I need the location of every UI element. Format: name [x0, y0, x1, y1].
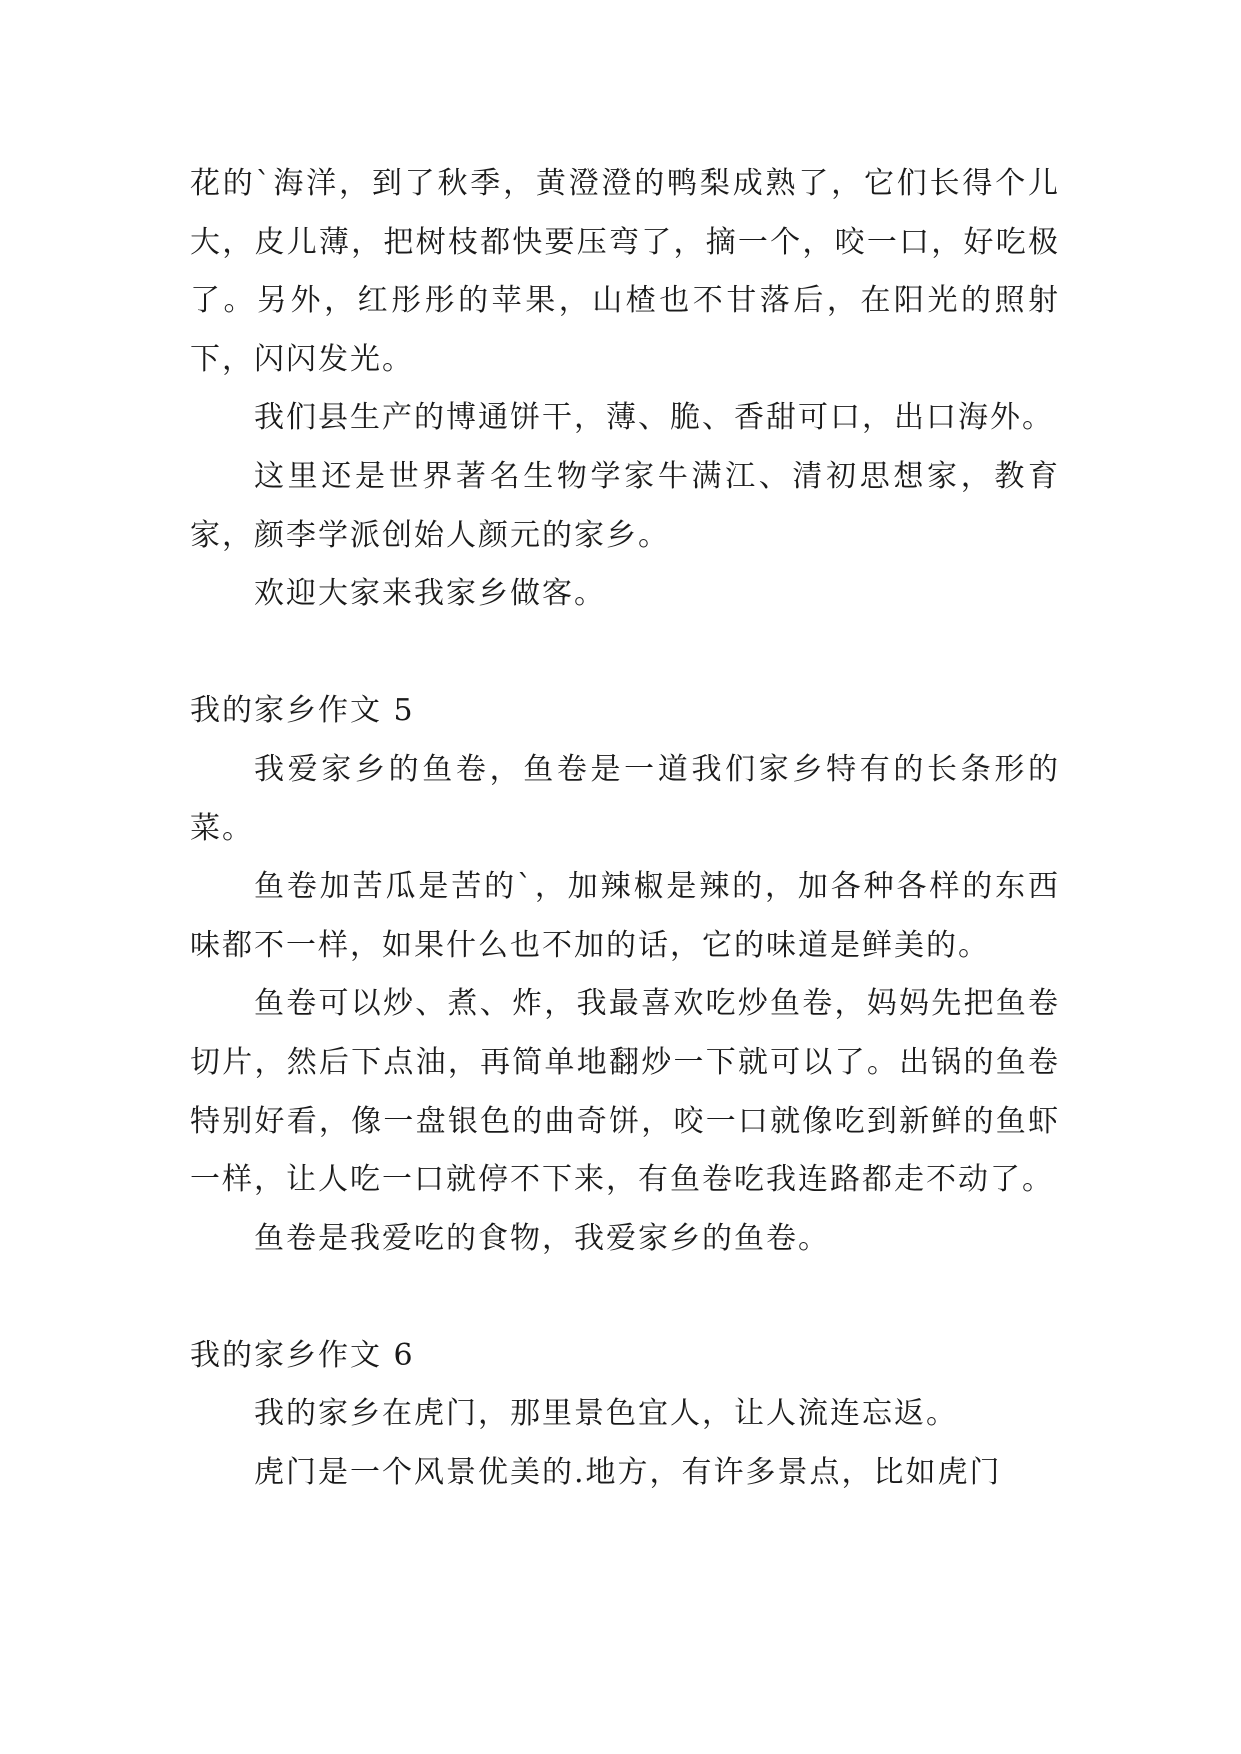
paragraph: 我们县生产的博通饼干，薄、脆、香甜可口，出口海外。 [254, 400, 1054, 436]
paragraph: 我的家乡在虎门，那里景色宜人，让人流连忘返。 [254, 1396, 958, 1432]
paragraph: 鱼卷加苦瓜是苦的`，加辣椒是辣的，加各种各样的东西味都不一样，如果什么也不加的话，它的味道是鲜美的。 [190, 869, 1060, 963]
paragraph: 这里还是世界著名生物学家牛满江、清初思想家，教育家，颜李学派创始人颜元的家乡。 [190, 458, 1060, 553]
section-gap [190, 624, 1060, 683]
paragraph: 鱼卷可以炒、煮、炸，我最喜欢吃炒鱼卷，妈妈先把鱼卷切片，然后下点油，再简单地翻炒一下就可以了。出锅的鱼卷特别好看，像一盘银色的曲奇饼，咬一口就像吃到新鲜的鱼虾一样，让人吃一口就停不下来，有鱼卷吃我连路都走不动了。 [190, 986, 1060, 1198]
paragraph: 虎门是一个风景优美的.地方，有许多景点，比如虎门 [254, 1455, 1002, 1491]
section-heading: 我的家乡作文 6 [190, 1337, 415, 1373]
paragraph: 鱼卷是我爱吃的食物，我爱家乡的鱼卷。 [254, 1220, 830, 1256]
paragraph: 我爱家乡的鱼卷，鱼卷是一道我们家乡特有的长条形的菜。 [190, 751, 1060, 846]
document-page [190, 155, 1060, 1503]
paragraph: 欢迎大家来我家乡做客。 [254, 576, 606, 612]
section-heading: 我的家乡作文 5 [190, 693, 415, 729]
section-gap [190, 1268, 1060, 1327]
paragraph: 花的`海洋，到了秋季，黄澄澄的鸭梨成熟了，它们长得个儿大，皮儿薄，把树枝都快要压弯了，摘一个，咬一口，好吃极了。另外，红彤彤的苹果，山楂也不甘落后，在阳光的照射下，闪闪发光。 [190, 166, 1060, 377]
